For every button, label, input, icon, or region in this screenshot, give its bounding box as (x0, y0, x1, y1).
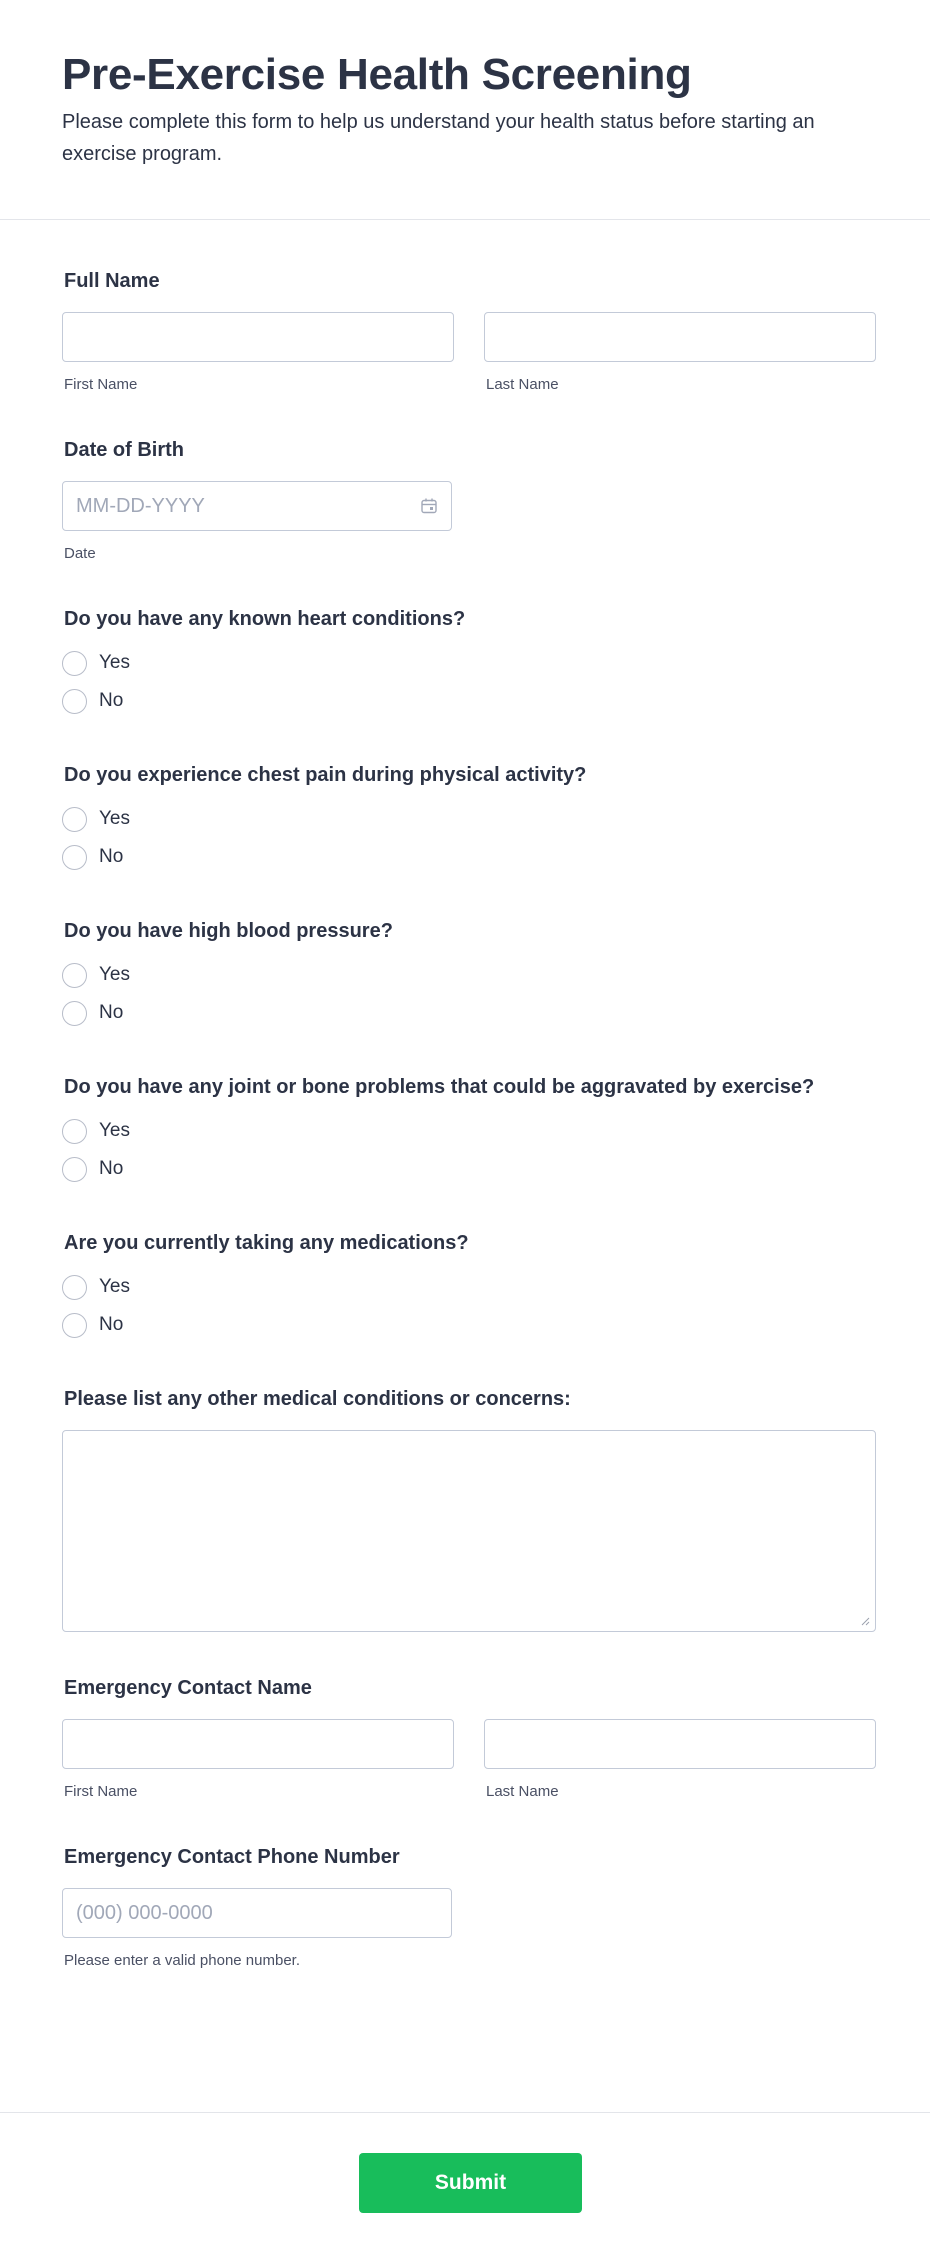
emergency-first-name-input[interactable] (62, 1719, 454, 1769)
form-title: Pre-Exercise Health Screening (62, 50, 692, 99)
emergency-first-name-sublabel: First Name (64, 1783, 138, 1800)
radio-button[interactable] (62, 845, 87, 870)
radio-option-no[interactable] (62, 844, 123, 870)
other-conditions-textarea[interactable] (62, 1430, 876, 1632)
form-header (0, 0, 930, 220)
radio-label: Yes (99, 1120, 130, 1141)
radio-label: No (99, 1002, 124, 1023)
radio-option-no[interactable] (62, 688, 123, 714)
question-heart-label: Do you have any known heart conditions? (64, 608, 466, 630)
radio-button[interactable] (62, 807, 87, 832)
emergency-contact-name-label: Emergency Contact Name (64, 1677, 312, 1699)
radio-button[interactable] (62, 1275, 87, 1300)
form-footer (0, 2112, 930, 2262)
emergency-phone-input[interactable] (62, 1888, 452, 1938)
radio-button[interactable] (62, 963, 87, 988)
radio-button[interactable] (62, 1313, 87, 1338)
resize-handle-icon[interactable] (860, 1616, 870, 1626)
submit-button[interactable]: Submit (359, 2153, 582, 2213)
full-name-label: Full Name (64, 270, 160, 292)
radio-option-yes[interactable] (62, 806, 130, 832)
calendar-icon[interactable] (420, 497, 438, 515)
question-blood-pressure-label: Do you have high blood pressure? (64, 920, 393, 942)
radio-option-yes[interactable] (62, 962, 130, 988)
radio-option-no[interactable] (62, 1000, 123, 1026)
radio-option-yes[interactable] (62, 1274, 130, 1300)
other-conditions-label: Please list any other medical conditions or concerns: (64, 1388, 571, 1410)
radio-label: No (99, 1158, 124, 1179)
radio-label: Yes (99, 652, 130, 673)
radio-label: Yes (99, 964, 130, 985)
radio-option-yes[interactable] (62, 650, 130, 676)
radio-option-yes[interactable] (62, 1118, 130, 1144)
radio-button[interactable] (62, 1119, 87, 1144)
dob-sublabel: Date (64, 545, 96, 562)
emergency-phone-label: Emergency Contact Phone Number (64, 1846, 400, 1868)
radio-label: No (99, 1314, 124, 1335)
radio-option-no[interactable] (62, 1156, 123, 1182)
radio-button[interactable] (62, 1157, 87, 1182)
radio-label: No (99, 846, 124, 867)
emergency-phone-sublabel: Please enter a valid phone number. (64, 1952, 300, 1969)
dob-input[interactable] (62, 481, 452, 531)
question-medications-label: Are you currently taking any medications? (64, 1232, 469, 1254)
radio-label: No (99, 690, 124, 711)
radio-label: Yes (99, 808, 130, 829)
first-name-input[interactable] (62, 312, 454, 362)
dob-label: Date of Birth (64, 439, 184, 461)
emergency-last-name-input[interactable] (484, 1719, 876, 1769)
radio-button[interactable] (62, 689, 87, 714)
radio-button[interactable] (62, 651, 87, 676)
first-name-sublabel: First Name (64, 376, 138, 393)
radio-button[interactable] (62, 1001, 87, 1026)
radio-label: Yes (99, 1276, 130, 1297)
question-joint-bone-label: Do you have any joint or bone problems that could be aggravated by exercise? (64, 1076, 815, 1098)
question-chest-pain-label: Do you experience chest pain during physical activity? (64, 764, 587, 786)
dob-field (62, 481, 452, 531)
emergency-last-name-sublabel: Last Name (486, 1783, 559, 1800)
form-description: Please complete this form to help us understand your health status before starting an exercise program. (62, 111, 815, 165)
last-name-sublabel: Last Name (486, 376, 559, 393)
radio-option-no[interactable] (62, 1312, 123, 1338)
last-name-input[interactable] (484, 312, 876, 362)
